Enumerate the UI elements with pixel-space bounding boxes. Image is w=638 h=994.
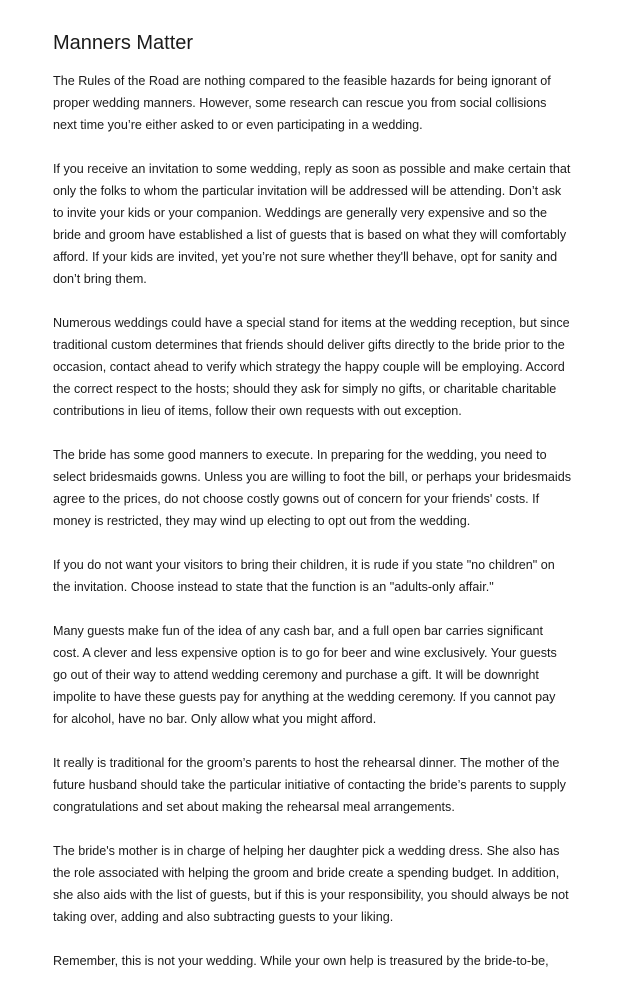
paragraph [53, 752, 593, 818]
text-line: traditional custom determines that friends should deliver gifts directly to the bride prior to the [53, 338, 565, 352]
text-line: The Rules of the Road are nothing compared to the feasible hazards for being ignorant of [53, 74, 551, 88]
text-line: afford. If your kids are invited, yet you’re not sure whether they'll behave, opt for sanity and [53, 250, 558, 264]
text-line: Many guests make fun of the idea of any cash bar, and a full open bar carries significant [53, 624, 544, 638]
paragraph [53, 158, 593, 290]
text-line: next time you’re either asked to or even participating in a wedding. [53, 118, 423, 132]
text-line: impolite to have these guests pay for anything at the wedding ceremony. If you cannot pay [53, 690, 556, 704]
article-body [53, 70, 593, 994]
text-line: she also aids with the list of guests, but if this is your responsibility, you should always be not [53, 888, 569, 902]
text-line: occasion, contact ahead to verify which strategy the happy couple will be employing. Accord [53, 360, 565, 374]
page-title: Manners Matter [53, 32, 194, 54]
paragraph [53, 554, 593, 598]
text-line: If you receive an invitation to some wedding, reply as soon as possible and make certain that [53, 162, 571, 176]
text-line: The bride's mother is in charge of helping her daughter pick a wedding dress. She also has [53, 844, 560, 858]
text-line: don’t bring them. [53, 272, 147, 286]
text-line: Remember, this is not your wedding. While your own help is treasured by the bride-to-be, [53, 954, 549, 968]
text-line: agree to the prices, do not choose costly gowns out of concern for your friends' costs. If [53, 492, 540, 506]
text-line: congratulations and set about making the rehearsal meal arrangements. [53, 800, 455, 814]
text-line: go out of their way to attend wedding ceremony and purchase a gift. It will be downright [53, 668, 539, 682]
paragraph [53, 312, 593, 422]
text-line: Numerous weddings could have a special stand for items at the wedding reception, but since [53, 316, 570, 330]
paragraph [53, 444, 593, 532]
text-line: proper wedding manners. However, some research can rescue you from social collisions [53, 96, 547, 110]
text-line: to invite your kids or your companion. Weddings are generally very expensive and so the [53, 206, 547, 220]
text-line: for alcohol, have no bar. Only allow what you might afford. [53, 712, 377, 726]
paragraph [53, 840, 593, 928]
text-line: the correct respect to the hosts; should they ask for simply no gifts, or charitable charitable [53, 382, 557, 396]
text-line: contributions in lieu of items, follow their own requests with out exception. [53, 404, 462, 418]
paragraph [53, 950, 593, 972]
text-line: If you do not want your visitors to bring their children, it is rude if you state "no children" on [53, 558, 555, 572]
text-line: taking over, adding and also subtracting guests to your liking. [53, 910, 394, 924]
text-line: future husband should take the particular initiative of contacting the bride’s parents to supply [53, 778, 566, 792]
paragraph [53, 620, 593, 730]
text-line: the role associated with helping the groom and bride create a spending budget. In addition, [53, 866, 560, 880]
paragraph [53, 70, 593, 136]
text-line: cost. A clever and less expensive option is to go for beer and wine exclusively. Your guests [53, 646, 557, 660]
text-line: only the folks to whom the particular invitation will be addressed will be attending. Don’t ask [53, 184, 562, 198]
text-line: money is restricted, they may wind up electing to opt out from the wedding. [53, 514, 471, 528]
text-line: bride and groom have established a list of guests that is based on what they will comfortably [53, 228, 567, 242]
text-line: the invitation. Choose instead to state that the function is an "adults-only affair." [53, 580, 494, 594]
text-line: It really is traditional for the groom’s parents to host the rehearsal dinner. The mother of the [53, 756, 560, 770]
text-line: select bridesmaids gowns. Unless you are willing to foot the bill, or perhaps your bridesmaids [53, 470, 571, 484]
text-line: The bride has some good manners to execute. In preparing for the wedding, you need to [53, 448, 547, 462]
